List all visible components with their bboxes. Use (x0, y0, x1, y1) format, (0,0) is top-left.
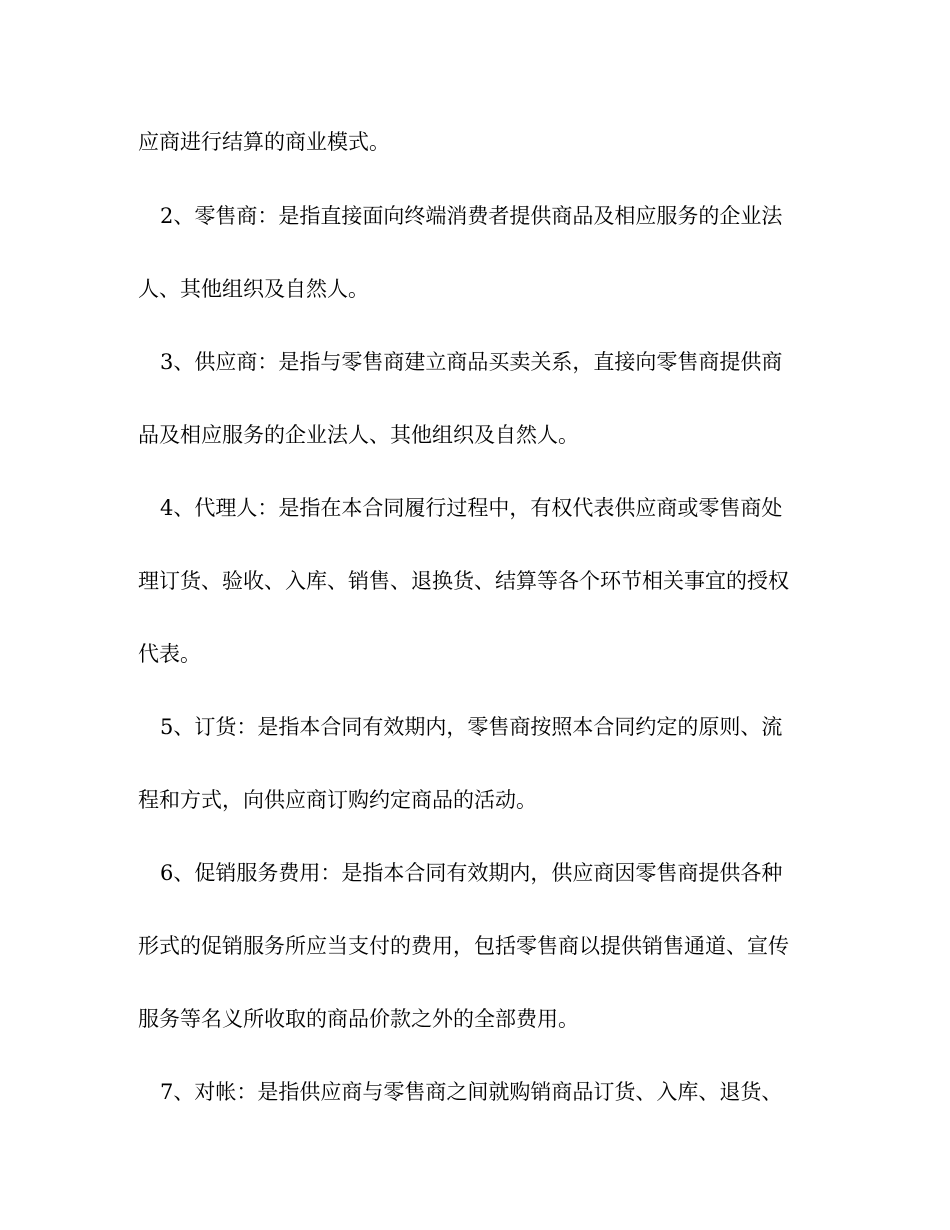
paragraph-5-line-2: 程和方式，向供应商订购约定商品的活动。 (138, 788, 537, 812)
paragraph-3-line-2: 品及相应服务的企业法人、其他组织及自然人。 (138, 423, 579, 447)
paragraph-2-line-1: 2、零售商：是指直接面向终端消费者提供商品及相应服务的企业法 (160, 204, 783, 228)
paragraph-1-continuation: 应商进行结算的商业模式。 (138, 130, 390, 154)
paragraph-5-line-1: 5、订货：是指本合同有效期内，零售商按照本合同约定的原则、流 (160, 715, 783, 739)
paragraph-4-line-3: 代表。 (138, 642, 201, 666)
paragraph-6-line-3: 服务等名义所收取的商品价款之外的全部费用。 (138, 1007, 579, 1031)
paragraph-4-line-1: 4、代理人：是指在本合同履行过程中，有权代表供应商或零售商处 (160, 496, 783, 520)
paragraph-3-line-1: 3、供应商：是指与零售商建立商品买卖关系，直接向零售商提供商 (160, 350, 783, 374)
paragraph-6-line-1: 6、促销服务费用：是指本合同有效期内，供应商因零售商提供各种 (160, 861, 783, 885)
paragraph-4-line-2: 理订货、验收、入库、销售、退换货、结算等各个环节相关事宜的授权 (138, 569, 789, 593)
paragraph-2-line-2: 人、其他组织及自然人。 (138, 277, 369, 301)
paragraph-6-line-2: 形式的促销服务所应当支付的费用，包括零售商以提供销售通道、宣传 (138, 934, 789, 958)
paragraph-7-line-1: 7、对帐：是指供应商与零售商之间就购销商品订货、入库、退货、 (160, 1080, 783, 1104)
